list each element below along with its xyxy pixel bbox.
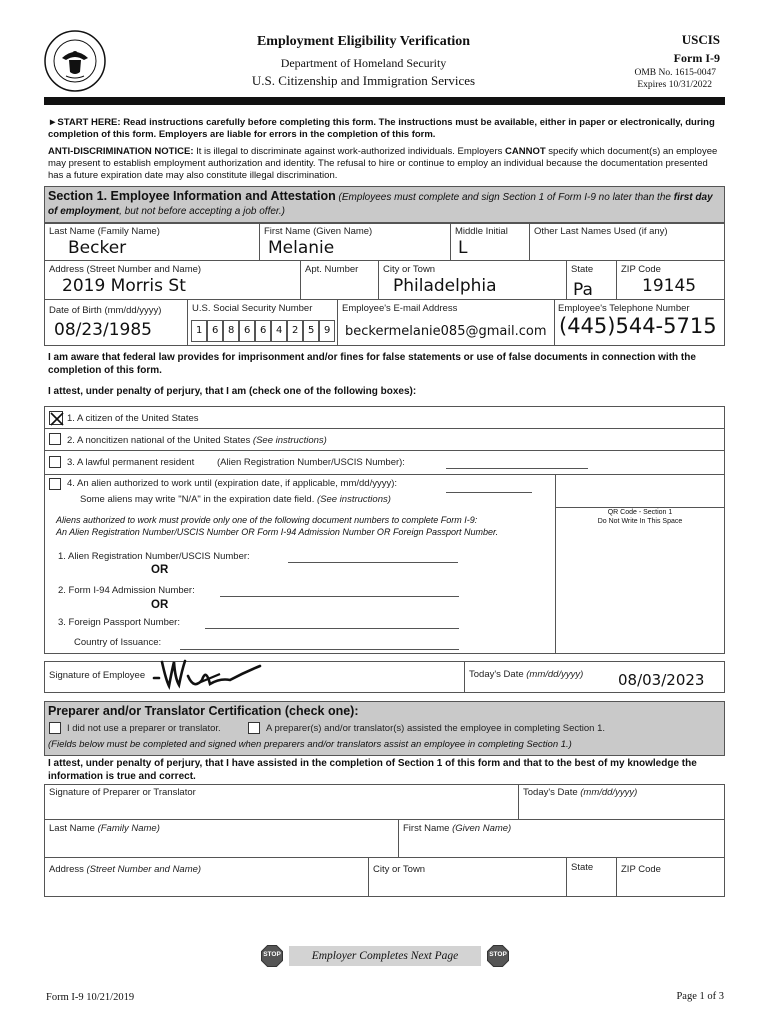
option-2-label [67,435,327,446]
ssn-digit: 9 [324,325,331,336]
anti-text-1: It is illegal to discriminate against work-authorized individuals. Employers [193,146,506,157]
city-value: Philadelphia [393,276,497,296]
preparer-state-label: State [571,862,594,873]
preparer-address-it: (Street Number and Name) [86,864,202,875]
preparer-signature-label: Signature of Preparer or Translator [49,787,196,798]
alien-registration-label: 1. Alien Registration Number/USCIS Number: [58,551,250,562]
preparer-assisted-label: A preparer(s) and/or translator(s) assisted the employee in completing Section 1. [266,723,605,734]
preparer-note: (Fields below must be completed and signed when preparers and/or translators assist an employee in completing Section 1.) [48,739,572,750]
permanent-resident-checkbox[interactable] [49,456,61,468]
address-value: 2019 Morris St [62,276,186,296]
employee-date-label-text: Today's Date [469,669,527,680]
or-separator-2: OR [151,599,169,611]
passport-label: 3. Foreign Passport Number: [58,617,180,628]
option-4-label: 4. An alien authorized to work until (expiration date, if applicable, mm/dd/yyyy): [67,478,398,489]
preparer-date-text: Today's Date [523,787,581,798]
option-4-note [80,494,391,505]
preparer-first-it: (Given Name) [452,823,512,834]
check-x-icon [50,412,64,426]
preparer-date-it: (mm/dd/yyyy) [580,787,638,798]
preparer-address-text: Address [49,864,87,875]
first-name-value: Melanie [268,238,335,258]
anti-discrimination-notice [48,146,723,182]
aliens-instruction-2: An Alien Registration Number/USCIS Number OR Form I-94 Admission Number OR Foreign Passport Number. [56,527,499,537]
ssn-digit: 4 [276,325,283,336]
section1-subtitle-1: (Employees must complete and sign Section 1 of Form I-9 no later than the [335,192,674,203]
option-3-label: 3. A lawful permanent resident [67,457,195,468]
qr-divider [555,474,556,654]
employee-date-label [469,669,583,680]
noncitizen-national-checkbox[interactable] [49,433,61,445]
page-number: Page 1 of 3 [676,991,724,1002]
alien-registration-line[interactable] [288,562,458,563]
zip-value: 19145 [642,276,697,296]
preparer-address-label [49,864,201,875]
agency-name: U.S. Citizenship and Immigration Services [251,73,476,88]
option-4-note-it: (See instructions) [314,494,391,505]
attest-text: I attest, under penalty of perjury, that I am (check one of the following boxes): [48,386,417,397]
country-line[interactable] [180,649,459,650]
anti-text-2: specify which document(s) an employee may present to establish employment authorization and identity. The refusal to hire or continue to employ an individual because the documentation presented has a future expiration date may also constitute illegal discrimination. [48,146,718,181]
stop-text: STOP [263,951,281,958]
ssn-digit-boxes[interactable] [191,320,335,342]
option-divider [44,450,725,451]
uscis-label: USCIS [681,32,720,47]
preparer-attest: I attest, under penalty of perjury, that I have assisted in the completion of Section 1 of this form and that to the best of my knowledge the information is true and correct. [48,758,697,782]
ssn-digit-box [223,320,239,342]
preparer-address-field[interactable] [44,857,369,897]
ssn-digit-box [191,320,207,342]
option-3-note: (Alien Registration Number/USCIS Number): [217,457,405,468]
preparer-last-text: Last Name [49,823,98,834]
preparer-zip-field[interactable] [616,857,725,897]
awareness-text: I am aware that federal law provides for imprisonment and/or fines for false statements or use of false documents in connection with the completion of this form. [48,352,696,376]
expiry-date: Expires 10/31/2022 [637,80,712,90]
ssn-digit: 2 [292,325,299,336]
employee-date-value: 08/03/2023 [618,671,705,689]
section1-title: Section 1. Employee Information and Attestation [48,189,336,203]
stop-text: STOP [489,951,507,958]
alien-number-line[interactable] [446,468,588,469]
preparer-city-field[interactable] [368,857,567,897]
first-name-label: First Name (Given Name) [264,226,373,237]
ssn-digit-box [287,320,303,342]
no-preparer-checkbox[interactable] [49,722,61,734]
employee-signature-label: Signature of Employee [49,670,146,681]
ssn-digit: 6 [244,325,251,336]
ssn-digit: 5 [308,325,315,336]
ssn-digit-box [271,320,287,342]
anti-cannot: CANNOT [505,146,546,157]
omb-number: OMB No. 1615-0047 [634,68,716,78]
ssn-digit: 1 [196,325,203,336]
qr-code-note: Do Not Write In This Space [597,518,683,525]
ssn-digit: 6 [260,325,267,336]
aliens-instruction-1: Aliens authorized to work must provide only one of the following document numbers to complete Form I-9: [56,515,478,525]
form-title: Employment Eligibility Verification [256,34,471,49]
ssn-digit-box [319,320,335,342]
section1-subtitle-bold: first day of employment [48,192,713,217]
anti-label: ANTI-DISCRIMINATION NOTICE: [48,146,194,157]
ssn-digit-box [207,320,223,342]
preparer-last-name-label [49,823,160,834]
phone-label: Employee's Telephone Number [558,303,690,314]
form-edition: Form I-9 10/21/2019 [46,992,135,1003]
ssn-digit: 6 [212,325,219,336]
preparer-date-label [523,787,637,798]
employee-signature-scribble [150,656,265,694]
start-here-notice: ►START HERE: Read instructions carefully before completing this form. The instructions must be available, either in paper or electronically, during completion of this form. Employers are liable for errors in the completion of this form. [48,117,715,140]
no-preparer-label: I did not use a preparer or translator. [67,723,221,734]
ssn-label: U.S. Social Security Number [192,303,313,314]
state-label: State [571,264,594,275]
phone-value: (445)544-5715 [559,314,717,338]
stop-icon [487,945,509,967]
qr-code-label: QR Code - Section 1 [607,509,673,516]
i94-label: 2. Form I-94 Admission Number: [58,585,195,596]
preparer-zip-label: ZIP Code [621,864,661,875]
section1-title-block [48,189,720,219]
state-value: Pa [573,280,593,300]
ssn-digit: 8 [228,325,235,336]
country-label: Country of Issuance: [74,637,162,648]
option-2-text: 2. A noncitizen national of the United States [67,435,253,446]
section1-subtitle-2: , but not before accepting a job offer.) [119,206,285,217]
alien-authorized-checkbox[interactable] [49,478,61,490]
apt-label: Apt. Number [305,264,359,275]
email-label: Employee's E-mail Address [342,303,458,314]
email-value: beckermelanie085@gmail.com [345,324,547,339]
expiration-date-line[interactable] [446,492,532,493]
last-name-value: Becker [68,238,127,258]
middle-initial-value: L [458,238,468,258]
passport-line[interactable] [205,628,459,629]
preparer-last-it: (Family Name) [97,823,160,834]
option-4-note-text: Some aliens may write "N/A" in the expiration date field. [80,494,315,505]
dept-name: Department of Homeland Security [280,56,447,70]
stop-icon [261,945,283,967]
other-last-names-label: Other Last Names Used (if any) [534,226,668,237]
option-divider [44,428,725,429]
ssn-digit-box [239,320,255,342]
last-name-label: Last Name (Family Name) [49,226,160,237]
preparer-first-text: First Name [403,823,453,834]
middle-initial-label: Middle Initial [455,226,508,237]
header-rule [44,97,725,105]
or-separator-1: OR [151,564,169,576]
form-number: Form I-9 [673,51,720,65]
citizen-checkbox[interactable] [49,411,63,425]
ssn-digit-box [255,320,271,342]
dob-label: Date of Birth (mm/dd/yyyy) [49,305,162,316]
preparer-assisted-checkbox[interactable] [248,722,260,734]
i94-line[interactable] [220,596,459,597]
employer-next-page-banner: Employer Completes Next Page [289,946,481,966]
employee-date-label-it: (mm/dd/yyyy) [526,669,584,680]
option-1-label: 1. A citizen of the United States [67,413,199,424]
city-label: City or Town [383,264,436,275]
preparer-title: Preparer and/or Translator Certification (check one): [48,704,359,718]
address-label: Address (Street Number and Name) [49,264,202,275]
option-2-note: (See instructions) [252,435,327,446]
qr-top-divider [555,507,725,508]
preparer-city-label: City or Town [373,864,426,875]
dob-value: 08/23/1985 [54,320,152,340]
zip-label: ZIP Code [621,264,661,275]
preparer-first-name-label [403,823,511,834]
ssn-digit-box [303,320,319,342]
